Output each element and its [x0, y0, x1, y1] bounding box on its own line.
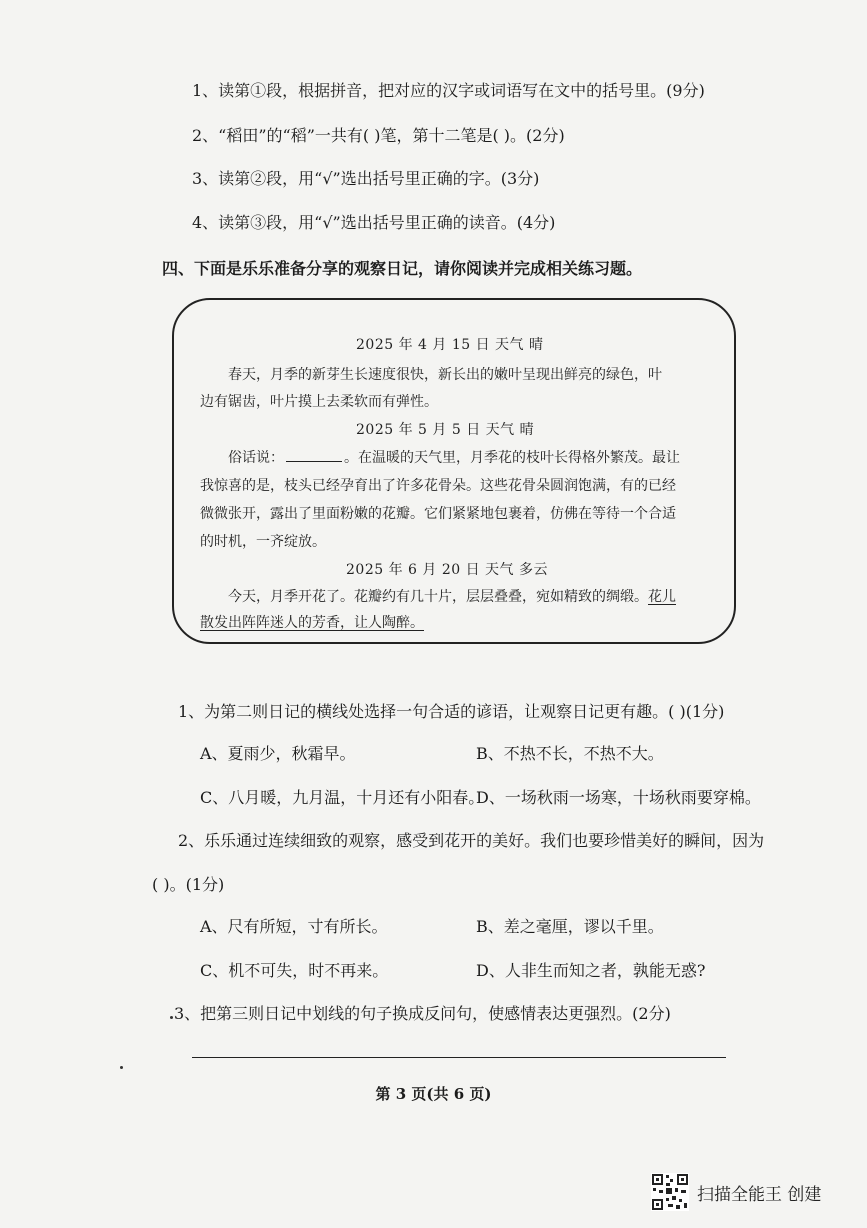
q1-option-d: D、一场秋雨一场寒，十场秋雨要穿棉。 [476, 788, 761, 807]
diary-entry2-line: 微微张开，露出了里面粉嫩的花瓣。它们紧紧地包裹着，仿佛在等待一个合适 [200, 506, 676, 522]
section-4-title: 四、下面是乐乐准备分享的观察日记，请你阅读并完成相关练习题。 [162, 259, 643, 278]
question-3-3: 3、读第②段，用“√”选出括号里正确的字。(3分) [192, 169, 540, 188]
qr-code-icon [651, 1173, 689, 1211]
question-3-4: 4、读第③段，用“√”选出括号里正确的读音。(4分) [192, 213, 556, 232]
question-3-1: 1、读第①段，根据拼音，把对应的汉字或词语写在文中的括号里。(9分) [192, 81, 705, 100]
diary-entry3-header: 2025 年 6 月 20 日 天气 多云 [346, 562, 549, 578]
diary-entry1-line: 春天，月季的新芽生长速度很快，新长出的嫩叶呈现出鲜亮的绿色，叶 [228, 367, 662, 383]
diary-entry1-header: 2025 年 4 月 15 日 天气 晴 [356, 337, 544, 353]
diary-entry2-header: 2025 年 5 月 5 日 天气 晴 [356, 422, 535, 438]
diary-entry1-line: 边有锯齿，叶片摸上去柔软而有弹性。 [200, 394, 438, 410]
underlined-sentence-start: 花儿 [648, 589, 676, 605]
diary-entry2-line1 [228, 447, 680, 467]
q2-option-c: C、机不可失，时不再来。 [200, 961, 389, 980]
diary-entry2-suffix: 。在温暖的天气里，月季花的枝叶长得格外繁茂。最让 [344, 450, 680, 466]
page-number: 第 3 页(共 6 页) [375, 1085, 492, 1103]
diary-entry2-line: 的时机，一齐绽放。 [200, 534, 326, 550]
q1-stem: 1、为第二则日记的横线处选择一句合适的谚语，让观察日记更有趣。( )(1分) [178, 702, 725, 721]
underlined-sentence-end: 散发出阵阵迷人的芳香，让人陶醉。 [200, 615, 424, 631]
q2-option-b: B、差之毫厘，谬以千里。 [476, 917, 664, 936]
q1-option-c: C、八月暖，九月温，十月还有小阳春。 [200, 788, 485, 807]
diary-entry2-prefix: 俗话说： [228, 450, 284, 466]
diary-entry3-line1 [228, 586, 676, 606]
scanner-watermark: 扫描全能王 创建 [697, 1185, 822, 1205]
scan-speck [120, 1066, 123, 1069]
q1-option-a: A、夏雨少，秋霜早。 [200, 744, 356, 763]
q2-option-a: A、尺有所短，寸有所长。 [200, 917, 388, 936]
q2-stem-line1: 2、乐乐通过连续细致的观察，感受到花开的美好。我们也要珍惜美好的瞬间，因为 [178, 831, 765, 850]
q3-stem: 3、把第三则日记中划线的句子换成反问句，使感情表达更强烈。(2分) [174, 1004, 671, 1023]
q2-option-d: D、人非生而知之者，孰能无惑? [476, 961, 706, 980]
diary-entry2-line: 我惊喜的是，枝头已经孕育出了许多花骨朵。这些花骨朵圆润饱满，有的已经 [200, 478, 676, 494]
scan-speck [170, 1016, 173, 1019]
q1-option-b: B、不热不长，不热不大。 [476, 744, 664, 763]
diary-entry3-text: 今天，月季开花了。花瓣约有几十片，层层叠叠，宛如精致的绸缎。 [228, 589, 648, 605]
q2-stem-line2: ( )。(1分) [152, 875, 225, 894]
question-3-2: 2、“稻田”的“稻”一共有( )笔，第十二笔是( )。(2分) [192, 126, 565, 145]
answer-line[interactable] [192, 1057, 726, 1058]
proverb-blank[interactable] [286, 447, 342, 462]
